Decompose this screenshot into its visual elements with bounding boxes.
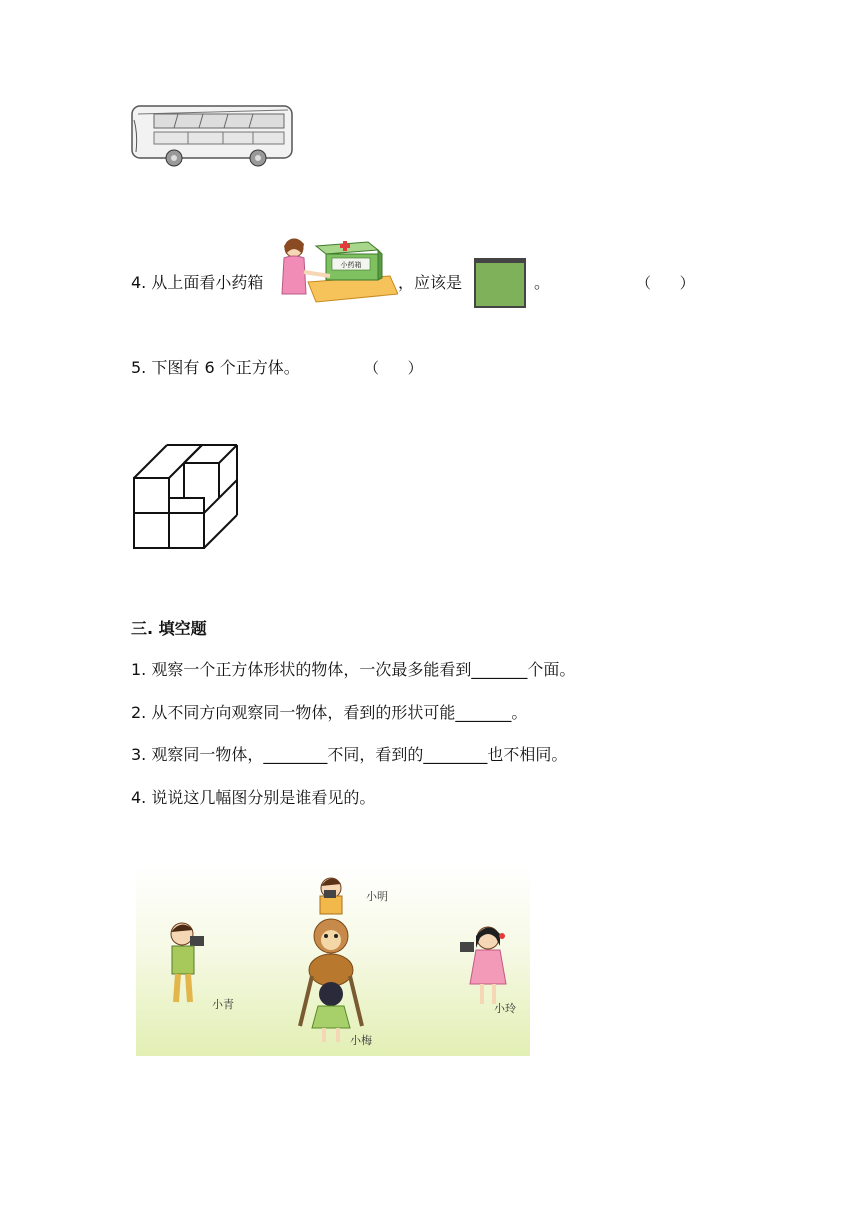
fill-q1-pre: 1. 观察一个正方体形状的物体，一次最多能看到 (131, 660, 472, 679)
section-heading: 三. 填空题 (131, 619, 207, 638)
q4-answer-parens[interactable]: （ ） (636, 274, 695, 292)
name-xiaoling: 小玲 (494, 1002, 516, 1015)
answer-top-view-square (474, 258, 526, 308)
children-scene-illustration (136, 866, 530, 1056)
fill-q1-blank[interactable]: _______ (471, 660, 528, 679)
q5-answer-parens[interactable]: （ ） (364, 359, 423, 377)
q4-end: 。 (534, 273, 551, 292)
fill-q2 (131, 702, 527, 724)
q5-text: 5. 下图有 6 个正方体。 (131, 358, 300, 377)
fill-q3 (131, 744, 567, 766)
fill-q3-mid: 不同，看到的 (327, 745, 424, 764)
name-xiaomei: 小梅 (350, 1034, 372, 1047)
fill-q2-blank[interactable]: _______ (455, 703, 512, 722)
name-xiaoqing: 小青 (212, 998, 234, 1011)
box-label: 小药箱 (340, 261, 362, 269)
fill-q1 (131, 659, 575, 681)
fill-q3-post: 也不相同。 (487, 745, 568, 764)
fill-q3-blank2[interactable]: ________ (423, 745, 488, 764)
cube-stack-figure (132, 443, 242, 553)
fill-q2-post: 。 (511, 703, 528, 722)
bus-illustration (128, 100, 298, 172)
fill-q3-blank[interactable]: ________ (263, 745, 328, 764)
fill-q4: 4. 说说这几幅图分别是谁看见的。 (131, 788, 376, 807)
q4-middle: ，应该是 (398, 273, 463, 292)
q4-prefix: 4. 从上面看小药箱 (131, 273, 264, 292)
name-xiaoming: 小明 (366, 890, 388, 903)
fill-q3-pre: 3. 观察同一物体， (131, 745, 264, 764)
medicine-box-illustration (278, 232, 398, 310)
fill-q1-post: 个面。 (527, 660, 576, 679)
fill-q2-pre: 2. 从不同方向观察同一物体，看到的形状可能 (131, 703, 456, 722)
